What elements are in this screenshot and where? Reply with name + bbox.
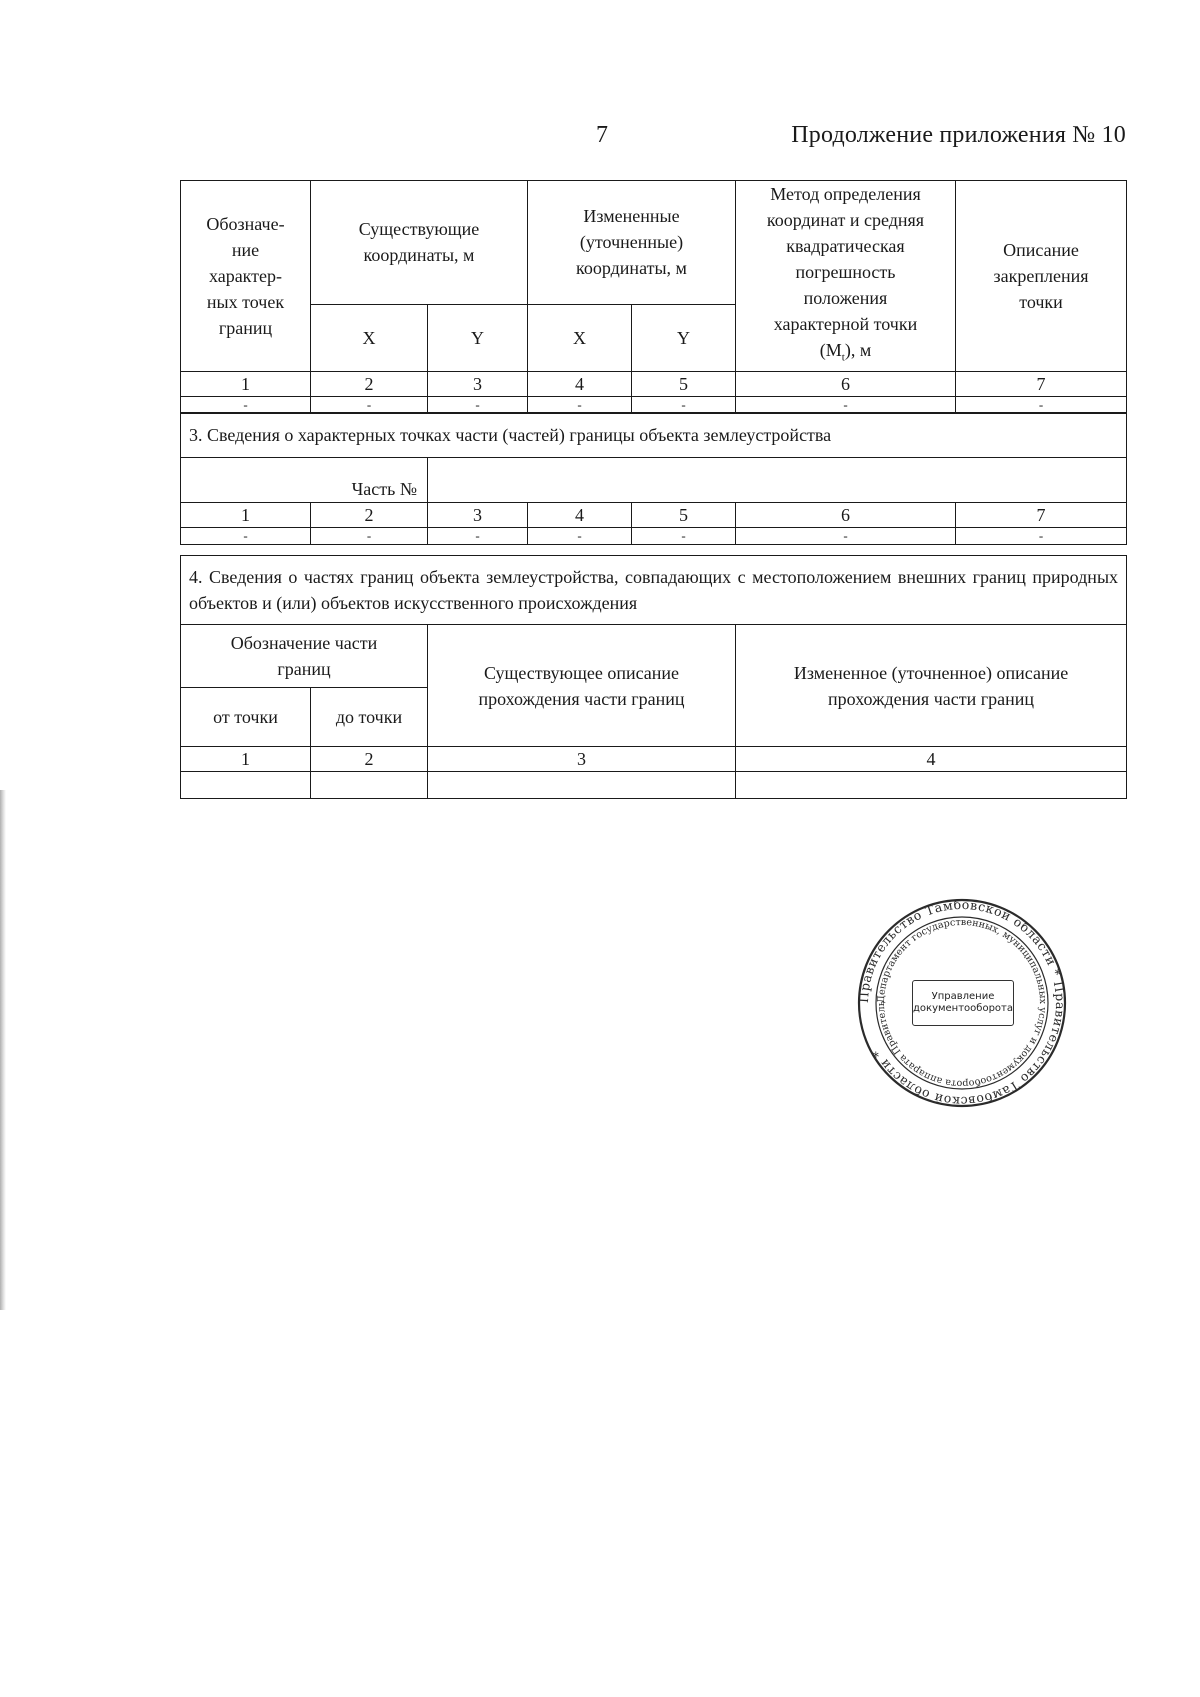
header-changed-y: Y xyxy=(632,304,736,371)
empty-cell xyxy=(736,772,1127,799)
column-number: 1 xyxy=(181,503,311,528)
column-number: 1 xyxy=(181,747,311,772)
column-number: 7 xyxy=(956,371,1127,396)
header-existing-coords: Существующие координаты, м xyxy=(311,181,528,305)
empty-cell xyxy=(428,772,736,799)
header-from-point: от точки xyxy=(181,688,311,747)
column-number: 3 xyxy=(428,503,528,528)
empty-dash-cell: - xyxy=(528,528,632,545)
page-number: 7 xyxy=(596,122,608,148)
section4-title: 4. Сведения о частях границ объекта землеустройства, совпадающих с местоположением внешних границ природных объектов и (или) объектов искусственного происхождения xyxy=(181,556,1127,625)
column-number: 5 xyxy=(632,503,736,528)
column-number: 1 xyxy=(181,371,311,396)
column-number: 4 xyxy=(736,747,1127,772)
header-existing-y: Y xyxy=(428,304,528,371)
table-row xyxy=(181,396,1127,413)
part-number-label: Часть № xyxy=(181,458,428,503)
part-number-value xyxy=(428,458,1127,503)
header-method xyxy=(736,181,956,372)
points-table xyxy=(180,180,1127,414)
empty-cell xyxy=(311,772,428,799)
column-number: 4 xyxy=(528,503,632,528)
header-method-text: Метод определения координат и средняя квадратическая погрешность положения характерной точки (M xyxy=(766,184,925,360)
header-point-designation: Обозначе- ние характер- ных точек границ xyxy=(181,181,311,372)
table-row xyxy=(181,528,1127,545)
header-method-subscript: t xyxy=(841,351,845,364)
column-number-row xyxy=(181,503,1127,528)
column-number-row xyxy=(181,747,1127,772)
header-method-unit: ), м xyxy=(844,340,872,360)
empty-dash-cell: - xyxy=(181,528,311,545)
empty-dash-cell: - xyxy=(428,396,528,413)
column-number: 2 xyxy=(311,747,428,772)
table-row xyxy=(181,772,1127,799)
column-number: 6 xyxy=(736,371,956,396)
stamp-center-box xyxy=(912,980,1014,1026)
empty-dash-cell: - xyxy=(311,396,428,413)
empty-dash-cell: - xyxy=(736,396,956,413)
appendix-header: Продолжение приложения № 10 xyxy=(791,122,1126,148)
column-number: 5 xyxy=(632,371,736,396)
empty-dash-cell: - xyxy=(181,396,311,413)
empty-dash-cell: - xyxy=(528,396,632,413)
header-part-designation: Обозначение части границ xyxy=(181,625,428,688)
svg-text:Департамент государственных, м: Департамент государственных, муниципальных услуг и документооборота аппарата Правитель xyxy=(875,916,1049,1090)
empty-dash-cell: - xyxy=(956,528,1127,545)
svg-text:Правительство Тамбовской облас: Правительство Тамбовской области * Правительство Тамбовской области * xyxy=(857,898,1067,1108)
column-number: 3 xyxy=(428,747,736,772)
header-changed-coords: Измененные (уточненные) координаты, м xyxy=(528,181,736,305)
header-to-point: до точки xyxy=(311,688,428,747)
column-number: 3 xyxy=(428,371,528,396)
header-changed-description: Измененное (уточненное) описание прохождения части границ xyxy=(736,625,1127,747)
column-number: 7 xyxy=(956,503,1127,528)
scan-edge-shadow xyxy=(0,790,6,1310)
header-fixing-description: Описание закрепления точки xyxy=(956,181,1127,372)
column-number: 2 xyxy=(311,371,428,396)
column-number: 4 xyxy=(528,371,632,396)
stamp-center-line1: Управление xyxy=(931,991,995,1002)
section4-table xyxy=(180,555,1127,799)
empty-dash-cell: - xyxy=(736,528,956,545)
empty-dash-cell: - xyxy=(311,528,428,545)
official-stamp xyxy=(857,898,1067,1108)
column-number: 2 xyxy=(311,503,428,528)
column-number: 6 xyxy=(736,503,956,528)
header-changed-x: X xyxy=(528,304,632,371)
header-existing-description: Существующее описание прохождения части границ xyxy=(428,625,736,747)
stamp-center-line2: документооборота xyxy=(913,1003,1013,1014)
empty-cell xyxy=(181,772,311,799)
empty-dash-cell: - xyxy=(632,528,736,545)
section3-title: 3. Сведения о характерных точках части (частей) границы объекта землеустройства xyxy=(181,413,1127,458)
empty-dash-cell: - xyxy=(956,396,1127,413)
empty-dash-cell: - xyxy=(428,528,528,545)
empty-dash-cell: - xyxy=(632,396,736,413)
section3-table xyxy=(180,412,1127,545)
header-existing-x: X xyxy=(311,304,428,371)
column-number-row xyxy=(181,371,1127,396)
